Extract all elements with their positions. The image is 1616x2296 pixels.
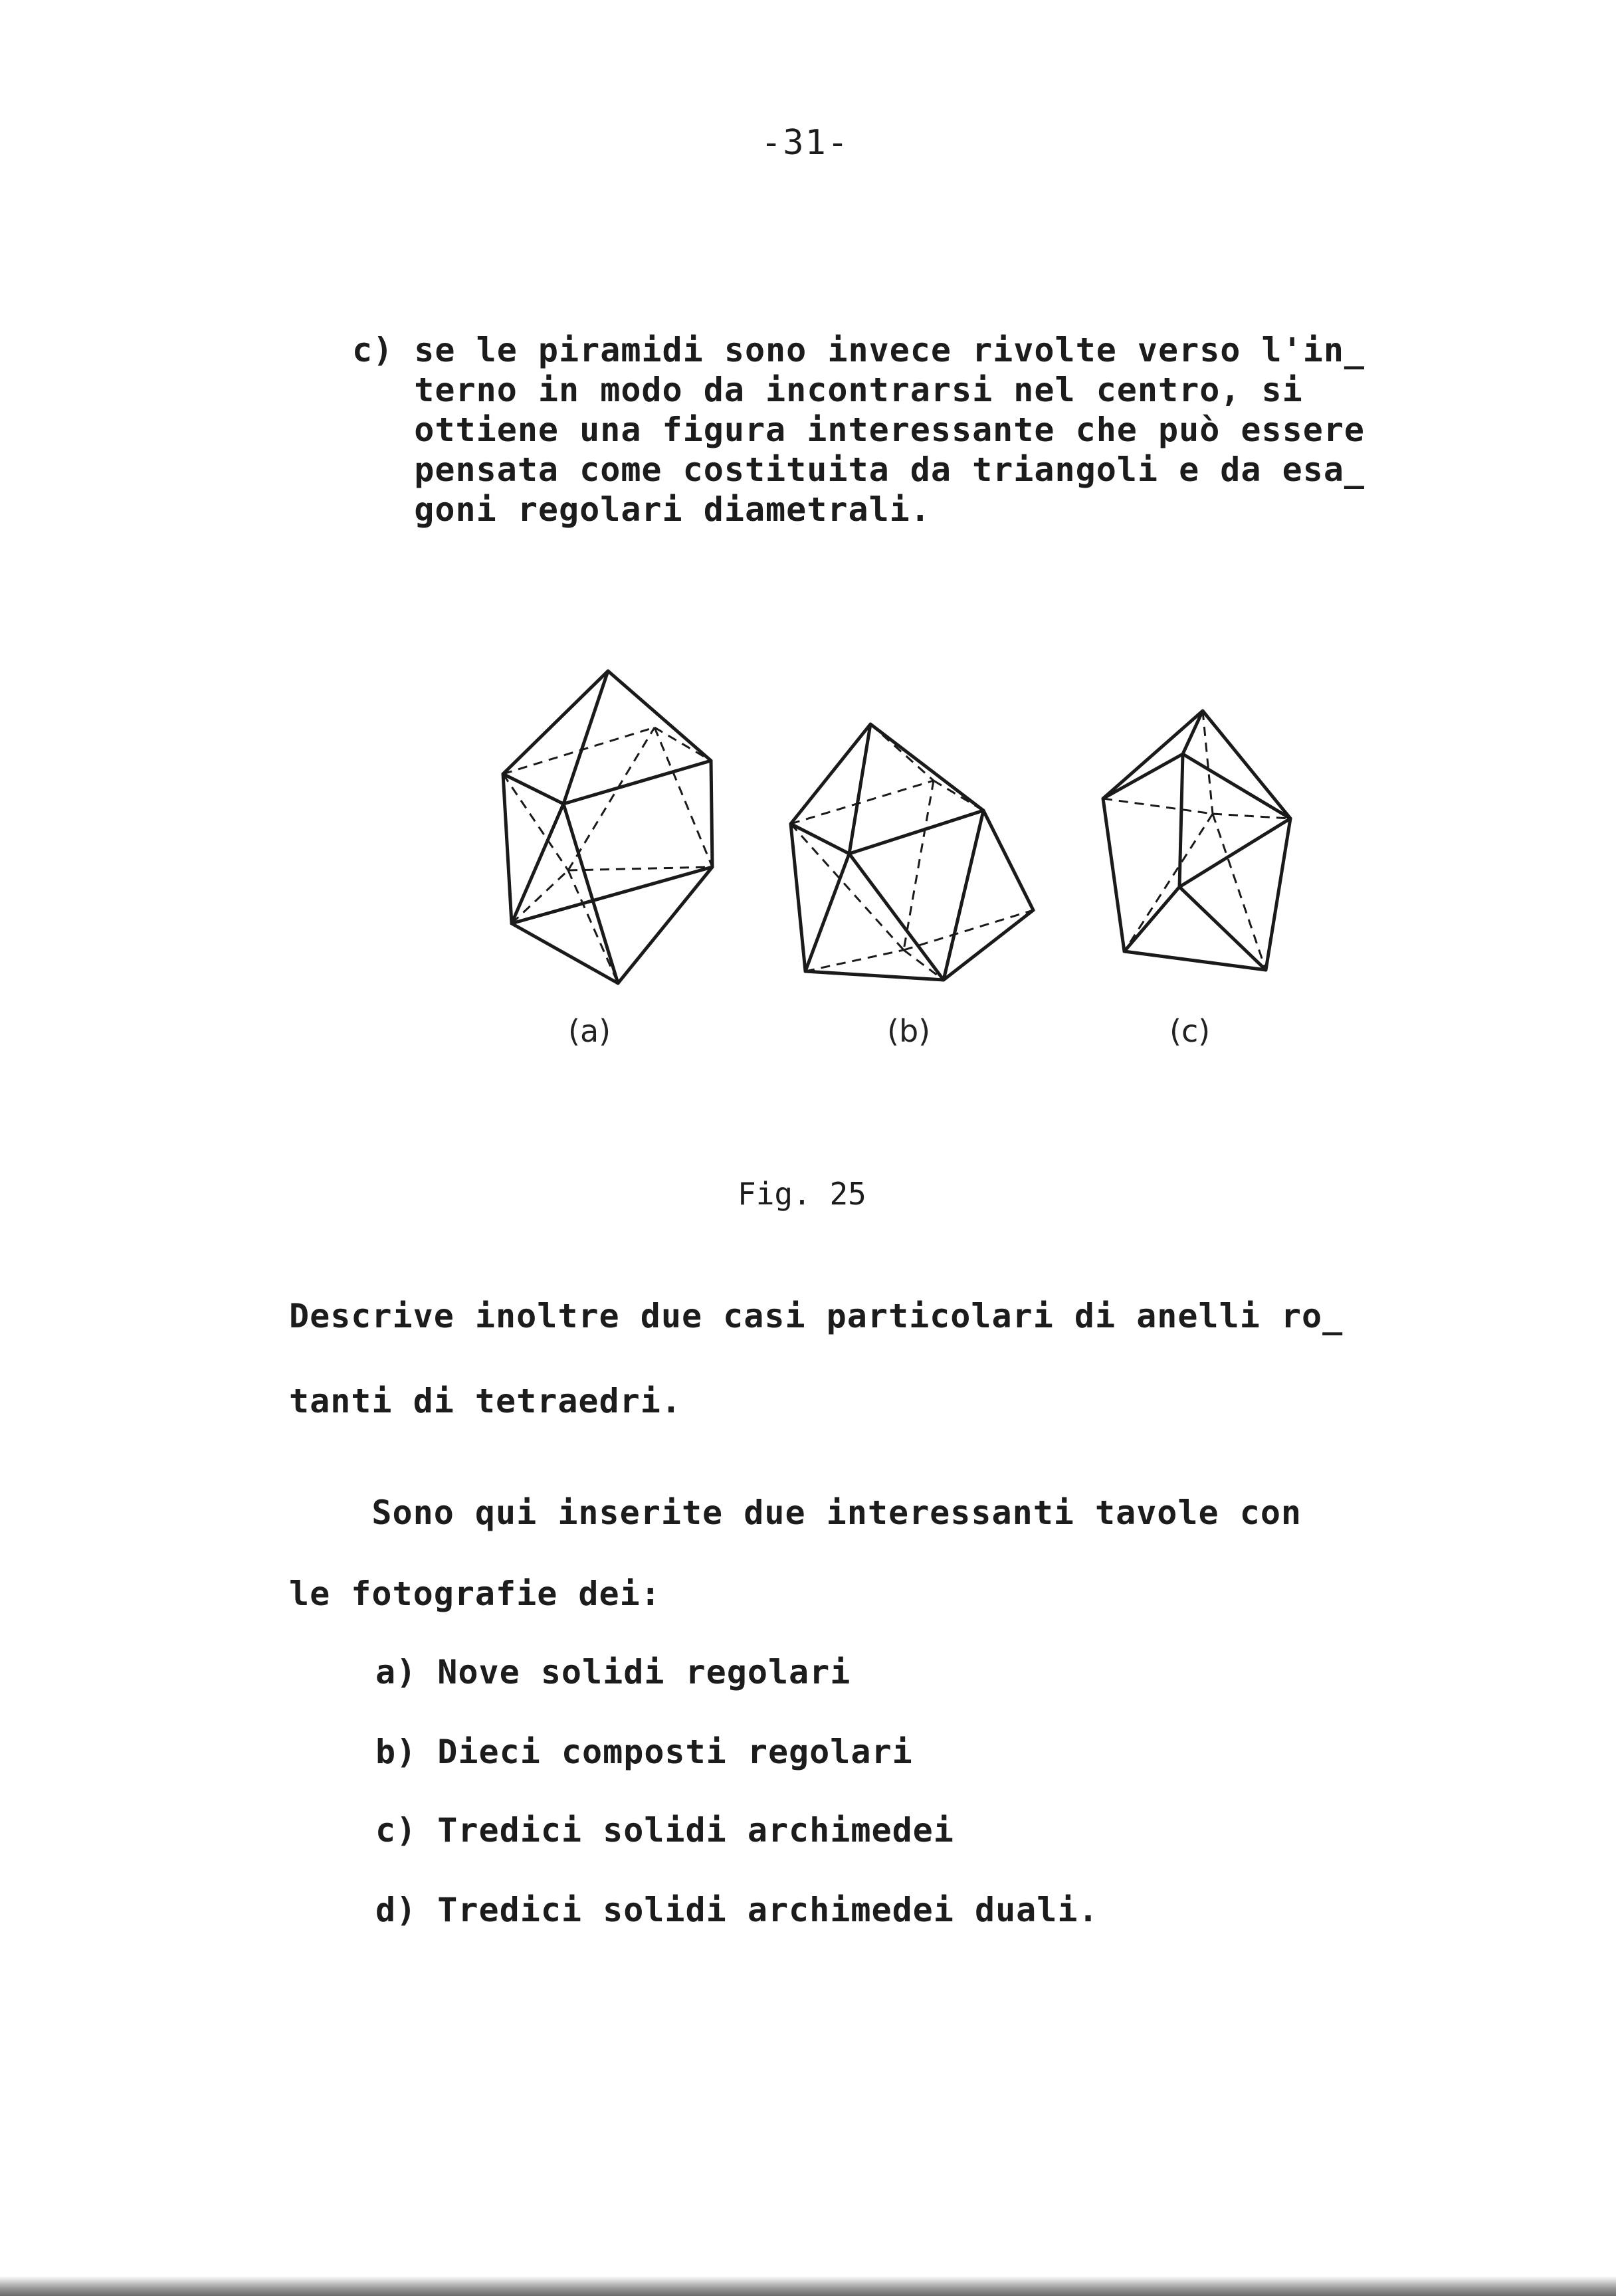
figure-label-b: (b) — [887, 1013, 931, 1049]
page-number: -31- — [761, 123, 850, 163]
list-item: d) Tredici solidi archimedei duali. — [375, 1891, 1099, 1929]
list-item: c) Tredici solidi archimedei — [375, 1811, 954, 1850]
paragraph-c-line: ottiene una figura interessante che può essere — [352, 411, 1365, 449]
list-item: a) Nove solidi regolari — [375, 1653, 851, 1691]
paragraph-c-line: c) se le piramidi sono invece rivolte verso l'in_ — [352, 331, 1365, 369]
polyhedron-c — [1103, 711, 1290, 970]
paragraph-c-line: terno in modo da incontrarsi nel centro, si — [352, 371, 1303, 409]
figure-25-drawings — [0, 0, 1616, 1129]
figure-caption: Fig. 25 — [738, 1176, 866, 1212]
scan-edge — [0, 2276, 1616, 2296]
figure-label-c: (c) — [1169, 1013, 1211, 1049]
paragraph-c-line: goni regolari diametrali. — [352, 490, 931, 529]
paragraph-3-line: Sono qui inserite due interessanti tavole con — [289, 1493, 1302, 1532]
paragraph-2-line: Descrive inoltre due casi particolari di anelli ro_ — [289, 1297, 1344, 1335]
polyhedron-a — [503, 671, 712, 983]
paragraph-3-line: le fotografie dei: — [289, 1575, 661, 1613]
figure-label-a: (a) — [568, 1013, 611, 1049]
list-item: b) Dieci composti regolari — [375, 1733, 913, 1771]
polyhedron-b — [791, 724, 1033, 980]
paragraph-2-line: tanti di tetraedri. — [289, 1382, 682, 1420]
paragraph-c-line: pensata come costituita da triangoli e da esa_ — [352, 450, 1365, 489]
